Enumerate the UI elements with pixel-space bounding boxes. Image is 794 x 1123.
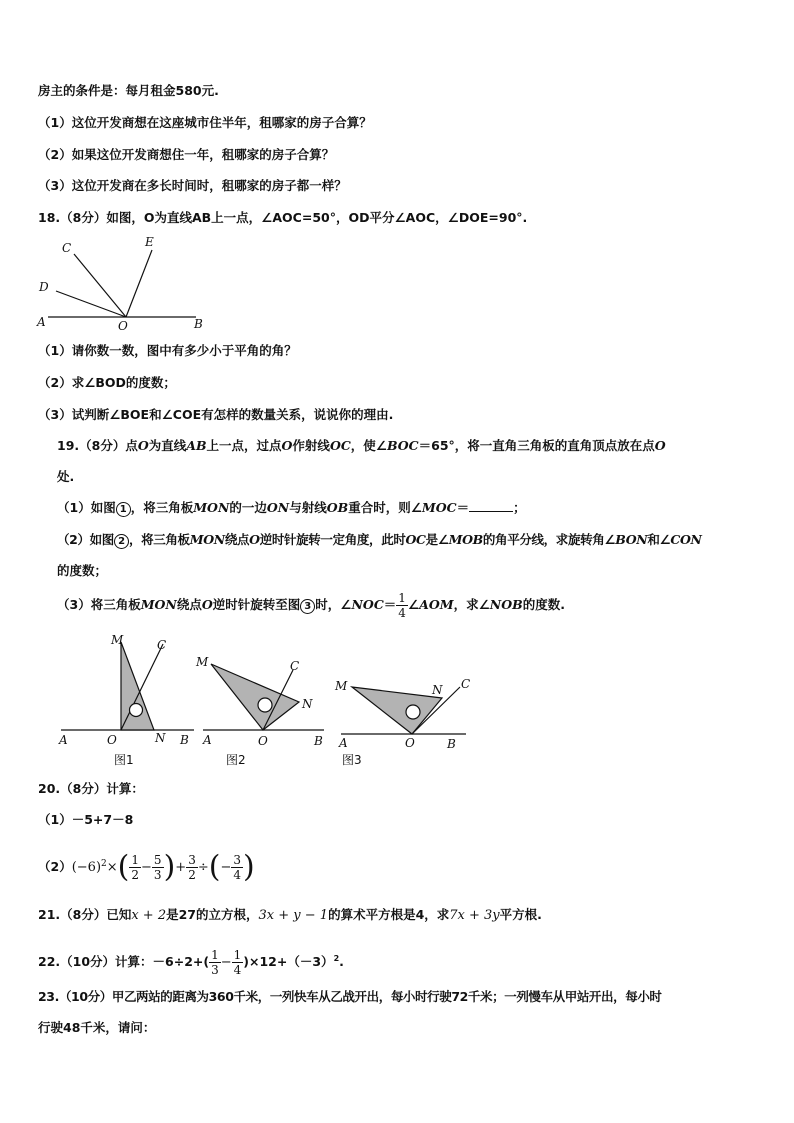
- q23-stem: 23.（10分）甲乙两站的距离为360千米，一列快车从乙战开出，每小时行驶72千米；一列慢车从甲站开出，每小时: [38, 989, 662, 1004]
- f1-label-m: M: [111, 633, 124, 647]
- q20-part2: $(2)(-6)^2\times$( $\frac{1}{2}$ − $\frac{5}{3}$ )+ $\frac{3}{2}$ ÷(− $\frac{3}{4}$ ): [38, 849, 255, 885]
- f2-label-m: M: [196, 655, 209, 669]
- answer-blank[interactable]: [469, 499, 513, 512]
- q20-stem: 20.（8分）计算：: [38, 781, 144, 796]
- label-d: D: [39, 280, 49, 294]
- q17-part1: （1）这位开发商想在这座城市住半年，租哪家的房子合算？: [38, 115, 372, 130]
- figure-18: [34, 234, 214, 334]
- q19-stem-wrap: 处.: [57, 469, 75, 484]
- f3-label-o: O: [405, 736, 415, 750]
- f3-label-n: N: [432, 683, 443, 697]
- f1-label-n: N: [155, 731, 166, 745]
- f1-label-c: C: [157, 638, 167, 652]
- q19-part2-wrap: 的度数；: [57, 563, 108, 578]
- label-o: O: [118, 319, 128, 333]
- f2-label-a: A: [203, 733, 212, 747]
- f3-label-c: C: [461, 677, 471, 691]
- q18-part1: （1）请你数一数，图中有多少小于平角的角？: [38, 343, 297, 358]
- q19-part3: （3）将三角板MON绕点O逆时针旋转至图 3 时，∠NOC＝ $\frac{1}{4}$ ∠AOM，求∠NOB的度数.: [57, 591, 565, 620]
- f3-label-m: M: [335, 679, 348, 693]
- f3-label-a: A: [339, 736, 348, 750]
- q18-part3: （3）试判断∠BOE和∠COE有怎样的数量关系，说说你的理由.: [38, 407, 394, 422]
- q19-stem: 19.（8分）点O为直线AB上一点，过点O作射线OC，使∠BOC＝65°，将一直角三角板的直角顶点放在点O: [57, 438, 666, 453]
- q22: 22.（10分）计算：－6÷2+( $\frac{1}{3}$ − $\frac{1}{4}$ )$\times 12+(-3)^2$.: [38, 948, 344, 978]
- label-c: C: [62, 241, 72, 255]
- f1-label-b: B: [180, 733, 189, 747]
- figures-19: [56, 632, 476, 770]
- q23-stem-wrap: 行驶48千米，请问：: [38, 1020, 156, 1035]
- f2-label-n: N: [302, 697, 313, 711]
- caption-fig2: 图2: [226, 753, 246, 767]
- caption-fig3: 图3: [342, 753, 362, 767]
- q19-part1: （1）如图 1 ，将三角板MON的一边ON与射线OB重合时，则∠MOC＝ ；: [57, 500, 526, 515]
- figure-ref-2: 2: [114, 534, 129, 549]
- q17-part3: （3）这位开发商在多长时间时，租哪家的房子都一样？: [38, 178, 347, 193]
- q17-part2: （2）如果这位开发商想住一年，租哪家的房子合算？: [38, 147, 335, 162]
- f1-label-a: A: [59, 733, 68, 747]
- f1-label-o: O: [107, 733, 117, 747]
- label-a: A: [37, 315, 46, 329]
- q18-part2: （2）求∠BOD的度数；: [38, 375, 176, 390]
- q19-part2: （2）如图 2 ，将三角板MON绕点O逆时针旋转一定角度，此时OC是∠MOB的角平分线，求旋转角∠BON和∠CON: [57, 532, 702, 547]
- label-b: B: [194, 317, 203, 331]
- f3-label-b: B: [447, 737, 456, 751]
- condition-line: 房主的条件是：每月租金580元.: [38, 83, 219, 98]
- q20-part1: （1）－5+7－8: [38, 812, 134, 827]
- q18-stem: 18.（8分）如图，O为直线AB上一点，∠AOC=50°，OD平分∠AOC，∠DOE=90°.: [38, 210, 528, 225]
- caption-fig1: 图1: [114, 753, 134, 767]
- f2-label-c: C: [290, 659, 300, 673]
- label-e: E: [145, 235, 154, 249]
- figure-ref-1: 1: [116, 502, 131, 517]
- f2-label-o: O: [258, 734, 268, 748]
- figure-ref-3: 3: [300, 599, 315, 614]
- q21: 21.（8分）已知x + 2是27的立方根，3x + y − 1的算术平方根是4，求7x + 3y平方根.: [38, 907, 542, 923]
- fraction-one-quarter: $\frac{1}{4}$: [398, 591, 406, 620]
- f2-label-b: B: [314, 734, 323, 748]
